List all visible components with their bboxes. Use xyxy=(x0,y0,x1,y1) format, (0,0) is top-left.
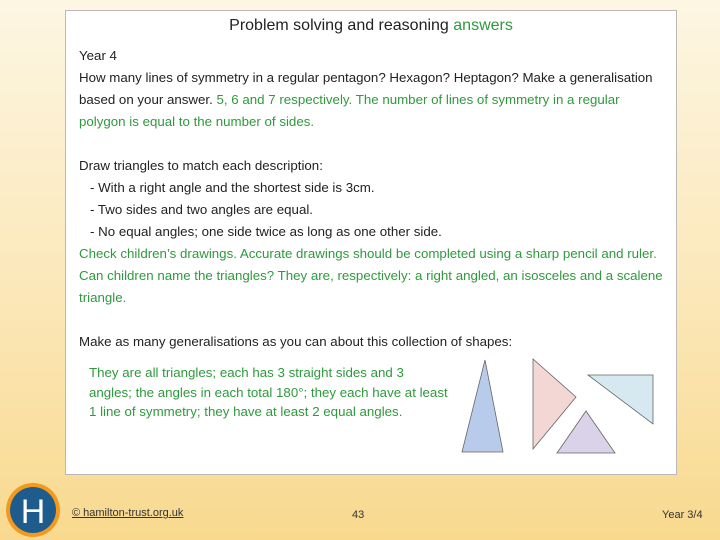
year-label-footer: Year 3/4 xyxy=(662,509,703,521)
title-highlight: answers xyxy=(453,17,513,34)
lilac-triangle xyxy=(557,411,615,453)
triangles-answer: Check children’s drawings. Accurate drawings should be completed using a sharp pencil and ruler. Can children name the triangles? They are, respectively: a right angled, an isosceles and a scalene triangle. xyxy=(79,246,663,305)
triangle-item-3: - No equal angles; one side twice as long as one other side. xyxy=(90,224,442,239)
symmetry-answer: 5, 6 and 7 respectively. The number of lines of symmetry in a regular polygon is equal to the number of sides. xyxy=(79,92,620,129)
triangle-shapes xyxy=(460,355,660,460)
shapes-answer: They are all triangles; each has 3 straight sides and 3 angles; the angles in each total 180°; they each have at least 1 line of symmetry; they have at least 2 equal angles. xyxy=(89,365,448,419)
hamilton-logo xyxy=(3,482,61,538)
triangles-intro: Draw triangles to match each description: xyxy=(79,158,323,173)
logo-letter: H xyxy=(20,493,46,531)
footer-copyright xyxy=(72,507,183,519)
light-blue-triangle xyxy=(588,375,653,424)
year-label: Year 4 xyxy=(79,48,117,63)
tall-blue-triangle xyxy=(462,360,503,452)
triangle-item-1: - With a right angle and the shortest side is 3cm. xyxy=(90,180,375,195)
copyright-link[interactable]: © hamilton-trust.org.uk xyxy=(72,507,184,519)
symmetry-question-text: How many lines of symmetry in a regular pentagon? Hexagon? Heptagon? Make a generalisation based on your answer. xyxy=(79,70,653,107)
page-title xyxy=(66,16,676,36)
shapes-question: Make as many generalisations as you can about this collection of shapes: xyxy=(79,334,513,349)
title-text: Problem solving and reasoning xyxy=(229,17,454,34)
symmetry-question xyxy=(79,67,669,133)
triangle-item-2: - Two sides and two angles are equal. xyxy=(90,202,313,217)
page-number: 43 xyxy=(352,509,365,521)
problems-body xyxy=(79,45,669,353)
